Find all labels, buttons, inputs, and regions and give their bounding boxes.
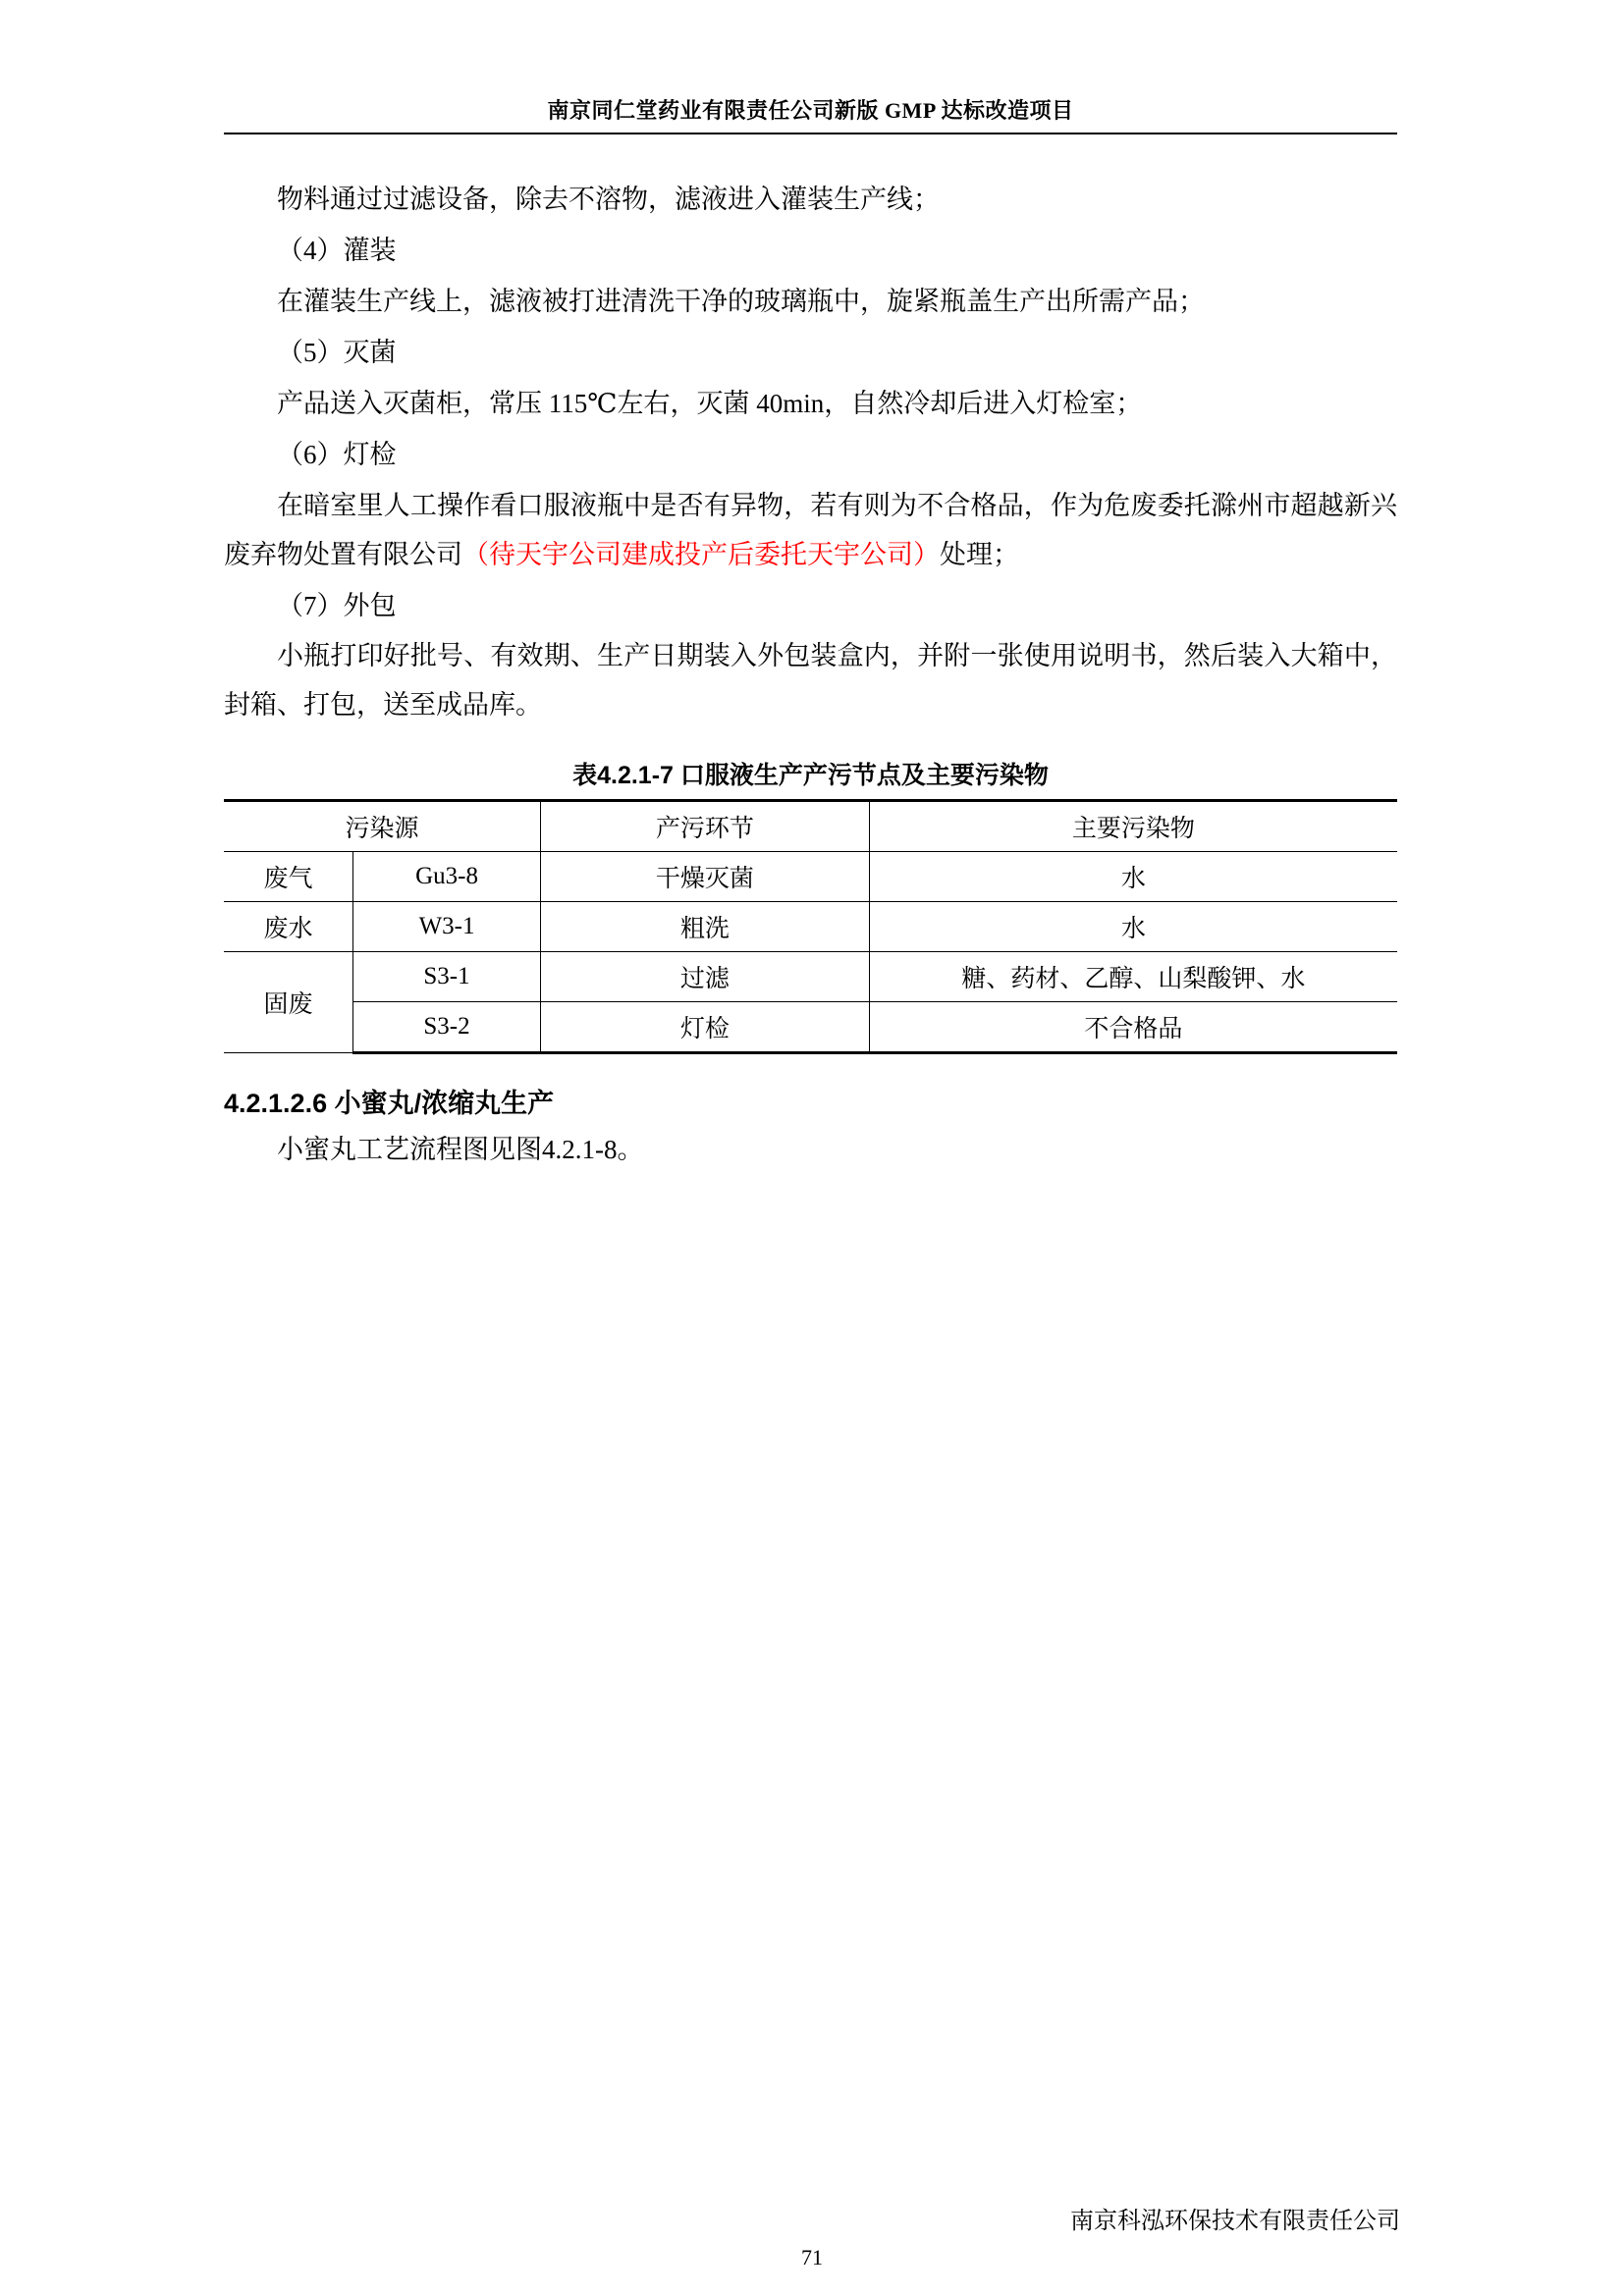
footer-company: 南京科泓环保技术有限责任公司 bbox=[1070, 2209, 1400, 2234]
paragraph-step5-text: 产品送入灭菌柜，常压 115℃左右，灭菌 40min，自然冷却后进入灯检室； bbox=[277, 388, 1143, 418]
paragraph-step6-text-part2: 处理； bbox=[940, 539, 1019, 569]
table-header-stage: 产污环节 bbox=[541, 801, 870, 852]
cell-pollutant: 糖、药材、乙醇、山梨酸钾、水 bbox=[869, 952, 1397, 1002]
cell-pollutant: 不合格品 bbox=[869, 1002, 1397, 1053]
table-caption: 表4.2.1-7 口服液生产产污节点及主要污染物 bbox=[572, 762, 1049, 790]
cell-stage: 干燥灭菌 bbox=[541, 852, 870, 902]
paragraph-step7-label: （7）外包 bbox=[277, 590, 397, 620]
cell-code: S3-1 bbox=[352, 952, 540, 1002]
cell-pollutant: 水 bbox=[869, 852, 1397, 902]
table-header-row bbox=[224, 801, 1397, 852]
table-row bbox=[224, 902, 1397, 952]
paragraph-filtration: 物料通过过滤设备，除去不溶物，滤液进入灌装生产线； bbox=[277, 185, 940, 214]
cell-stage: 灯检 bbox=[541, 1002, 870, 1053]
page-content bbox=[224, 94, 1397, 1177]
paragraph-step5-label: （5）灭菌 bbox=[277, 337, 397, 367]
cell-source: 废气 bbox=[224, 852, 352, 902]
table-row bbox=[224, 952, 1397, 1002]
cell-code: Gu3-8 bbox=[352, 852, 540, 902]
table-header-pollutant: 主要污染物 bbox=[869, 801, 1397, 852]
table-row bbox=[224, 1002, 1397, 1053]
cell-code: W3-1 bbox=[352, 902, 540, 952]
section-paragraph: 小蜜丸工艺流程图见图4.2.1-8。 bbox=[277, 1135, 644, 1165]
paragraph-step7-text: 小瓶打印好批号、有效期、生产日期装入外包装盒内，并附一张使用说明书，然后装入大箱中，封箱、打包，送至成品库。 bbox=[224, 641, 1397, 721]
cell-stage: 粗洗 bbox=[541, 902, 870, 952]
cell-pollutant: 水 bbox=[869, 902, 1397, 952]
cell-source: 固废 bbox=[224, 952, 352, 1053]
cell-code: S3-2 bbox=[352, 1002, 540, 1053]
table-header-source: 污染源 bbox=[224, 801, 541, 852]
paragraph-step6-label: （6）灯检 bbox=[277, 439, 397, 469]
pollution-table bbox=[224, 799, 1397, 1054]
page-header-title: 南京同仁堂药业有限责任公司新版 GMP 达标改造项目 bbox=[547, 98, 1074, 123]
paragraph-step6-text-red-note: （待天宇公司建成投产后委托天宇公司） bbox=[462, 539, 940, 569]
paragraph-step4-label: （4）灌装 bbox=[277, 235, 397, 265]
paragraph-step6-text-part1: 在暗室里人工操作看口服液瓶中是否有异物，若有则为不合格品，作为危废委托滁州市超越新兴废弃物处置有限公司 bbox=[224, 490, 1397, 569]
cell-source: 废水 bbox=[224, 902, 352, 952]
table-row bbox=[224, 852, 1397, 902]
page-number: 71 bbox=[801, 2245, 823, 2269]
page-footer bbox=[0, 2245, 1624, 2296]
header-divider bbox=[224, 133, 1397, 134]
section-heading: 4.2.1.2.6 小蜜丸/浓缩丸生产 bbox=[224, 1089, 555, 1119]
cell-stage: 过滤 bbox=[541, 952, 870, 1002]
paragraph-step4-text: 在灌装生产线上，滤液被打进清洗干净的玻璃瓶中，旋紧瓶盖生产出所需产品； bbox=[277, 286, 1205, 316]
paragraph-step6-text bbox=[224, 482, 1397, 580]
